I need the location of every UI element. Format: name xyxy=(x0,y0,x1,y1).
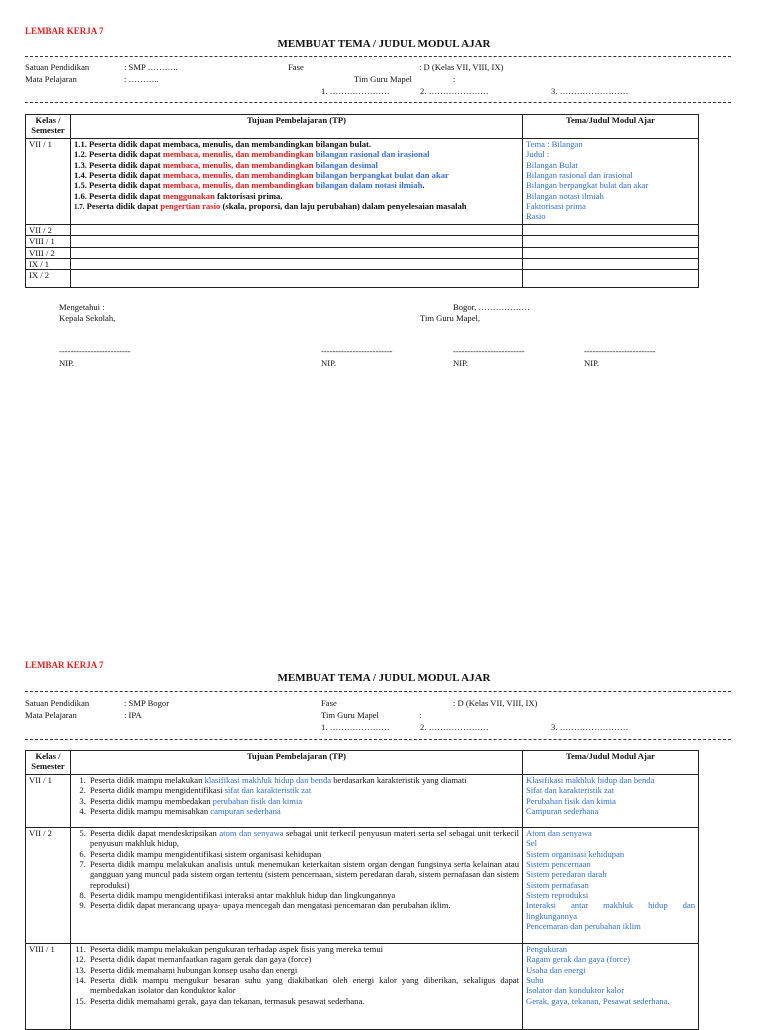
col-tema: Tema/Judul Modul Ajar xyxy=(523,115,699,139)
guru-1: 1. ………………… xyxy=(321,722,390,732)
tema-item: Ragam gerak dan gaya (force) xyxy=(526,954,631,965)
col-tema: Tema/Judul Modul Ajar xyxy=(523,751,699,775)
kelas-cell: VII / 2 xyxy=(26,225,71,236)
mapel-value: : ……….. xyxy=(124,74,159,84)
tp-item: 14. Peserta didik mampu mengukur besaran suhu yang diakibatkan oleh energi kalor yang diberikan, sekaligus dapat membedakan isolator dan konduktor kalor xyxy=(88,975,519,996)
tp-cell xyxy=(71,944,523,1030)
tema-item: Judul : xyxy=(526,149,550,160)
tp-item: 1.2. Peserta didik dapat membaca, menulis, dan membandingkan bilangan rasional dan irasional xyxy=(74,149,430,160)
tp-item: 1.3. Peserta didik dapat membaca, menulis, dan membandingkan bilangan desimal xyxy=(74,159,378,170)
tema-item: Bilangan Bulat xyxy=(526,159,578,170)
fase-value: : D (Kelas VII, VIII, IX) xyxy=(419,62,504,72)
worksheet-label: LEMBAR KERJA 7 xyxy=(25,660,104,670)
tema-item: Bilangan rasional dan irasional xyxy=(526,169,633,180)
col-tp: Tujuan Pembelajaran (TP) xyxy=(71,751,523,775)
tema-item: Sel xyxy=(526,838,537,849)
guru-3: 3. …………………… xyxy=(551,722,629,732)
tema-item: Interaksi antar makhluk hidup dan lingkungannya xyxy=(526,900,695,921)
tema-item: Sistem reproduksi xyxy=(526,889,589,900)
tim-label: Tim Guru Mapel xyxy=(354,74,412,84)
kelas-cell: VII / 2 xyxy=(26,828,71,944)
tp-item: 7. Peserta didik mampu melakukan analisis untuk menemukan keterkaitan sistem organ dengan fungsinya serta kelainan atau gangguan yang muncul pada sistem organ tertentu (sistem pencernaan, sistem peredaran darah, sistem pernafasan dan sistem reproduksi) xyxy=(88,859,519,890)
tema-item: Campuran sederhana xyxy=(526,805,599,816)
tema-cell xyxy=(523,944,699,1030)
tp-item: 11. Peserta didik mampu melakukan pengukuran terhadap aspek fisis yang mereka temui xyxy=(88,944,519,954)
tema-item: Faktorisasi prima xyxy=(526,200,586,211)
kepala-sekolah: Kepala Sekolah, xyxy=(59,313,116,323)
tp-cell xyxy=(71,775,523,828)
guru-1: 1. ………………… xyxy=(321,86,390,96)
kelas-cell: VIII / 1 xyxy=(26,236,71,247)
mapel-label: Mata Pelajaran xyxy=(25,74,77,84)
tema-item: Sistem peredaran darah xyxy=(526,869,607,880)
divider xyxy=(25,102,731,103)
tp-item: 8. Peserta didik mampu mengidentifikasi interaksi antar makhluk hidup dan lingkungannya xyxy=(88,890,519,900)
col-kelas: Kelas / Semester xyxy=(26,751,71,775)
tp-item: 3. Peserta didik mampu membedakan perubahan fisik dan kimia xyxy=(88,796,519,806)
tp-item: 4. Peserta didik mampu memisahkan campuran sederhana xyxy=(88,806,519,816)
tema-cell xyxy=(523,775,699,828)
tema-item: Klasifikasi makhluk hidup dan benda xyxy=(526,775,655,785)
tp-item: 5. Peserta didik dapat mendeskripsikan atom dan senyawa sebagai unit terkecil penyusun materi serta sel sebagai unit terkecil penyusun makhluk hidup, xyxy=(88,828,519,849)
tema-item: Tema : Bilangan xyxy=(526,139,583,149)
tp-item: 1.1. Peserta didik dapat membaca, menulis, dan membandingkan bilangan bulat. xyxy=(74,139,372,149)
tema-item: Sistem organisasi kehidupan xyxy=(526,848,625,859)
tema-item: Pencemaran dan perubahan iklim xyxy=(526,920,641,931)
tema-item: Isolator dan konduktor kalor xyxy=(526,985,625,996)
tp-item: 12. Peserta didik dapat memanfaatkan ragam gerak dan gaya (force) xyxy=(88,954,519,964)
sign-line: ------------------------- xyxy=(59,346,131,356)
tp-item: 6. Peserta didik mampu mengidentifikasi sistem organisasi kehidupan xyxy=(88,849,519,859)
mengetahui: Mengetahui : xyxy=(59,302,105,312)
tp-item: 1.4. Peserta didik dapat membaca, menulis, dan membandingkan bilangan berpangkat bulat dan akar xyxy=(74,169,449,180)
nip: NIP. xyxy=(59,358,75,368)
sign-line: ------------------------- xyxy=(584,346,656,356)
kelas-cell: IX / 2 xyxy=(26,270,71,288)
satuan-label: Satuan Pendidikan xyxy=(25,62,90,72)
tp-cell xyxy=(71,828,523,944)
tp-item: 1.6. Peserta didik dapat menggunakan faktorisasi prima. xyxy=(74,190,283,201)
worksheet-title: MEMBUAT TEMA / JUDUL MODUL AJAR xyxy=(277,672,491,684)
tema-item: Sistem pernafasan xyxy=(526,879,589,890)
sign-line: ------------------------- xyxy=(453,346,525,356)
tema-cell xyxy=(523,828,699,944)
tp-item: 1.7. Peserta didik dapat pengertian rasio (skala, proporsi, dan laju perubahan) dalam penyelesaian masalah xyxy=(74,200,467,211)
tema-item: Sifat dan karakteristik zat xyxy=(526,785,615,796)
tema-item: Gerak, gaya, tekanan, Pesawat sederhana. xyxy=(526,995,670,1006)
bogor-date: Bogor, ……………… xyxy=(453,302,530,312)
tp-table xyxy=(25,114,699,288)
tim-value: : xyxy=(419,710,422,720)
tim-label: Tim Guru Mapel xyxy=(321,710,379,720)
tim-value: : xyxy=(453,74,456,84)
kelas-cell: VIII / 1 xyxy=(26,944,71,1030)
nip: NIP. xyxy=(584,358,600,368)
tema-item: Rasio xyxy=(526,211,546,222)
fase-value: : D (Kelas VII, VIII, IX) xyxy=(453,698,538,708)
satuan-value: : SMP Bogor xyxy=(124,698,170,708)
tema-item: Sistem pencernaan xyxy=(526,858,591,869)
tp-item: 1. Peserta didik mampu melakukan klasifikasi makhluk hidup dan benda berdasarkan karakteristik yang diamati xyxy=(88,775,519,785)
tp-item: 15. Peserta didik memahami gerak, gaya dan tekanan, termasuk pesawat sederhana. xyxy=(88,996,519,1006)
kelas-cell: VII / 1 xyxy=(26,775,71,828)
tema-cell xyxy=(523,139,699,225)
tema-item: Suhu xyxy=(526,974,544,985)
divider xyxy=(25,739,731,740)
mapel-value: : IPA xyxy=(124,710,142,720)
fase-label: Fase xyxy=(321,698,337,708)
worksheet-title: MEMBUAT TEMA / JUDUL MODUL AJAR xyxy=(277,38,491,50)
tp-cell xyxy=(71,139,523,225)
worksheet-label: LEMBAR KERJA 7 xyxy=(25,26,104,36)
fase-label: Fase xyxy=(288,62,304,72)
tp-table xyxy=(25,750,699,1030)
col-tp: Tujuan Pembelajaran (TP) xyxy=(71,115,523,139)
kelas-cell: VII / 1 xyxy=(26,139,71,225)
tp-item: 2. Peserta didik mampu mengidentifikasi sifat dan karakteristik zat xyxy=(88,785,519,795)
col-kelas: Kelas / Semester xyxy=(26,115,71,139)
divider xyxy=(25,56,731,57)
kelas-cell: IX / 1 xyxy=(26,258,71,269)
guru-3: 3. …………………… xyxy=(551,86,629,96)
tema-item: Pengukuran xyxy=(526,944,568,954)
nip: NIP. xyxy=(321,358,337,368)
satuan-label: Satuan Pendidikan xyxy=(25,698,90,708)
tema-item: Bilangan berpangkat bulat dan akar xyxy=(526,180,649,191)
sign-line: ------------------------- xyxy=(321,346,393,356)
tema-item: Atom dan senyawa xyxy=(526,828,592,838)
kelas-cell: VIII / 2 xyxy=(26,247,71,258)
satuan-value: : SMP ……….. xyxy=(124,62,178,72)
tim-guru-sign: Tim Guru Mapel, xyxy=(420,313,481,323)
tp-item: 9. Peserta didik dapat merancang upaya- upaya mencegah dan mengatasi pencemaran dan perubahan iklim. xyxy=(88,900,519,910)
guru-2: 2. ………………… xyxy=(420,722,489,732)
mapel-label: Mata Pelajaran xyxy=(25,710,77,720)
guru-2: 2. ………………… xyxy=(420,86,489,96)
tema-item: Usaha dan energi xyxy=(526,964,586,975)
tp-item: 13. Peserta didik memahami hubungan konsep usaha dan energi xyxy=(88,965,519,975)
divider xyxy=(25,691,731,692)
nip: NIP. xyxy=(453,358,469,368)
tema-item: Perubahan fisik dan kimia xyxy=(526,795,616,806)
tp-item: 1.5. Peserta didik dapat membaca, menulis, dan membandingkan bilangan dalam notasi ilmiah. xyxy=(74,180,425,191)
tema-item: Bilangan notasi ilmiah xyxy=(526,190,604,201)
